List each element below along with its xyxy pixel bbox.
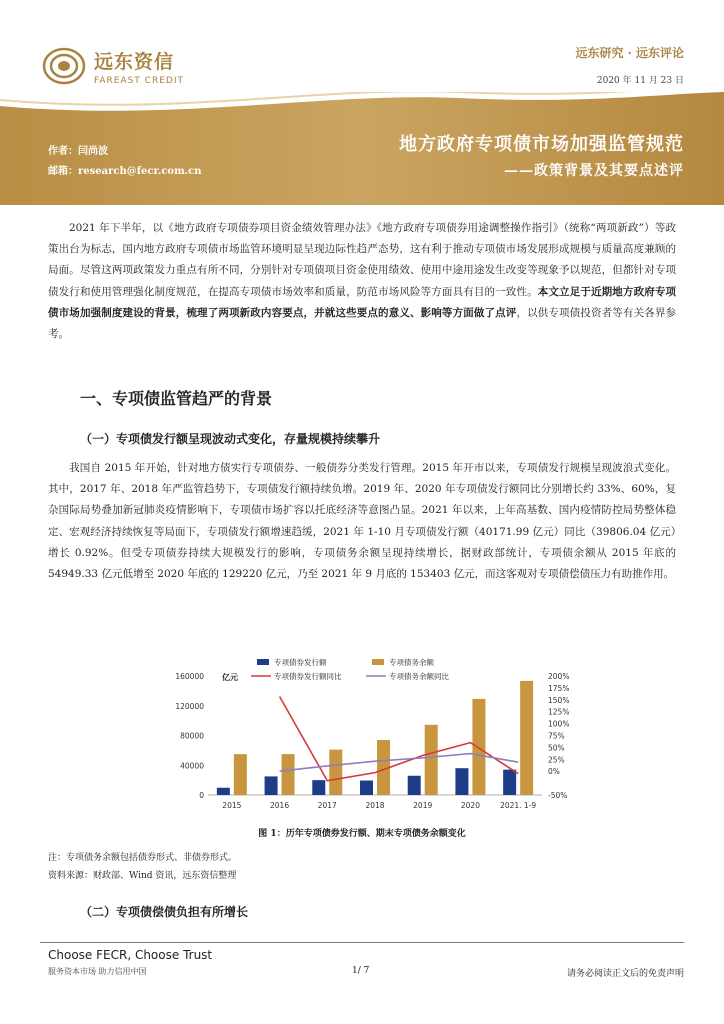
page-number: 1/ 7 (352, 966, 370, 976)
series-label: 远东研究 · 远东评论 (575, 46, 684, 60)
legend-label: 专项债券发行额 (274, 658, 327, 667)
source-line: 资料来源：财政部、Wind 资讯，远东资信整理 (48, 871, 237, 881)
bar-issuance (503, 770, 516, 795)
y-tick-label-left: 80000 (180, 731, 204, 741)
x-tick-label: 2017 (317, 801, 337, 810)
y-tick-label-right: 175% (548, 683, 570, 693)
intro-paragraph (48, 218, 676, 345)
y-tick-label-right: 100% (548, 719, 570, 729)
x-tick-label: 2021. 1-9 (500, 801, 537, 810)
report-title: 地方政府专项债市场加强监管规范 (399, 134, 684, 155)
section-heading: 一、专项债监管趋严的背景 (80, 389, 273, 408)
logo-name-en: FAREAST CREDIT (94, 75, 184, 86)
legend-label: 专项债券发行额同比 (274, 672, 342, 681)
x-tick-label: 2018 (365, 801, 385, 810)
bar-issuance (265, 776, 278, 795)
y-tick-label-right: 0% (548, 767, 560, 777)
y-tick-label-left: 0 (199, 791, 204, 800)
y-tick-label-right: 150% (548, 695, 570, 705)
x-tick-label: 2016 (270, 801, 290, 810)
y-tick-label-right: -50% (548, 791, 568, 800)
legend-swatch (257, 659, 269, 665)
footer-divider (40, 942, 684, 943)
y-tick-label-right: 25% (548, 755, 565, 765)
bar-issuance (217, 788, 230, 795)
y-tick-label-right: 200% (548, 672, 570, 681)
intro-text-end: ，以供专项债投资者等有关各界参考。 (48, 306, 677, 341)
bar-balance (329, 750, 342, 795)
bar-balance (425, 725, 438, 795)
company-logo (42, 46, 184, 86)
author: 作者：闫尚波 (48, 146, 108, 157)
chart-notes (48, 849, 237, 885)
y-tick-label-left: 120000 (175, 701, 204, 711)
bar-issuance (312, 780, 325, 795)
report-subtitle: ——政策背景及其要点述评 (504, 163, 684, 179)
bar-issuance (408, 776, 421, 795)
note-line: 注：专项债务余额包括债券形式、非债券形式。 (48, 853, 238, 863)
y-tick-label-right: 50% (548, 743, 565, 753)
bar-balance (520, 681, 533, 795)
page-header (0, 0, 724, 205)
y-tick-label-right: 75% (548, 731, 565, 741)
bar-issuance (455, 768, 468, 795)
subsection-heading-2: （二）专项债偿债负担有所增长 (80, 905, 249, 919)
intro-bold: 本文立足于近期地方政府专项债市场加强制度建设的背景，梳理了两项新政内容要点，并就这些要点的意义、影响等方面做了点评 (48, 285, 677, 319)
bar-balance (282, 754, 295, 795)
author-email: 邮箱：research@fecr.com.cn (48, 166, 202, 177)
intro-text: 2021 年下半年，以《地方政府专项债券项目资金绩效管理办法》《地方政府专项债券用途调整操作指引》（统称“两项新政”）等政策出台为标志，国内地方政府专项债市场监管环境明显呈现边际性趋严态势，这有利于推动专项债市场发展形成规模与质量高度兼顾的局面。尽管这两项政策发力重点有所不同，分别针对专项债项目资金使用绩效、使用中途用途发生改变等现象予以规范，但都针对专项债发行和使用管理强化制度规范，在提高专项债市场效率和质量，防范市场风险等方面具有目的一致性。 (48, 222, 676, 298)
chart (172, 658, 572, 818)
footer-disclaimer: 请务必阅读正文后的免责声明 (566, 969, 684, 979)
logo-icon (42, 46, 86, 86)
footer-subslogan: 服务资本市场 助力信用中国 (48, 967, 147, 976)
y-tick-label-left: 160000 (175, 672, 204, 681)
bar-issuance (360, 781, 373, 795)
subsection-heading-1: （一）专项债发行额呈现波动式变化，存量规模持续攀升 (80, 432, 381, 446)
legend-swatch (372, 659, 384, 665)
body-paragraph (48, 458, 676, 585)
legend-label: 专项债务余额同比 (389, 672, 449, 681)
bar-balance (472, 699, 485, 795)
y-unit-label: 亿元 (222, 673, 238, 682)
x-tick-label: 2015 (222, 801, 242, 810)
chart-caption: 图 1：历年专项债券发行额、期末专项债务余额变化 (258, 829, 466, 839)
legend-label: 专项债务余额 (389, 658, 434, 667)
logo-name-cn: 远东资信 (94, 50, 175, 73)
bar-balance (234, 754, 247, 795)
y-tick-label-right: 125% (548, 707, 570, 717)
y-tick-label-left: 40000 (180, 761, 204, 771)
report-date: 2020 年 11 月 23 日 (596, 76, 684, 86)
x-tick-label: 2020 (460, 801, 480, 810)
paragraph-text: 我国自 2015 年开始，针对地方债实行专项债券、一般债券分类发行管理。2015 年开市以来，专项债发行规模呈现波浪式变化。其中，2017 年、2018 年严监管趋势下，专项债发行额持续负增。2019 年、2020 年专项债发行额同比分别增长约 33%、60%，复杂国际局势叠加新冠肺炎疫情影响下，专项债市场扩容以托底经济等意图凸显。2021 年以来，上年高基数、国内疫情防控局势整体稳定、宏观经济持续恢复等局面下，专项债发行额增速趋缓，2021 年 1-10 月专项债发行额（40171.99 亿元）同比（39806.04 亿元）增长 0.92%。但受专项债券持续大规模发行的影响，专项债务余额呈现持续增长，据财政部统计，专项债余额从 2015 年底的 54949.33 亿元低增至 2020 年底的 129220 亿元，乃至 2021 年 9 月底的 153403 亿元，而这客观对专项债偿债压力有助推作用。 (48, 462, 676, 581)
x-tick-label: 2019 (413, 801, 433, 810)
footer-slogan: Choose FECR, Choose Trust (48, 948, 213, 962)
